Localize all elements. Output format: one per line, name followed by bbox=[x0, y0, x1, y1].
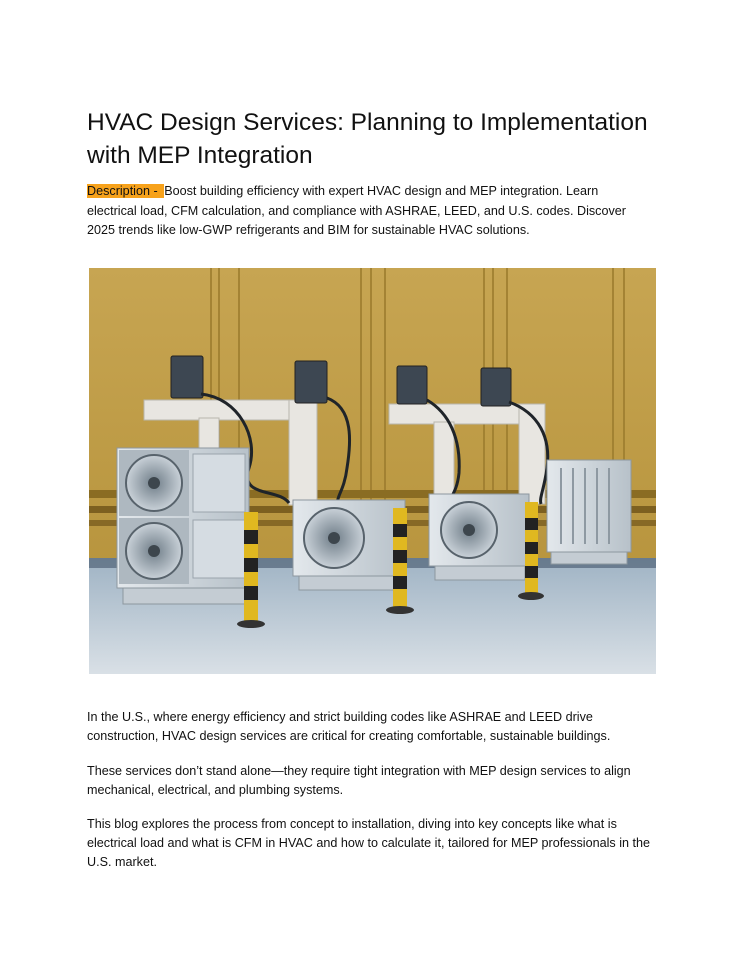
condenser-unit-2 bbox=[429, 494, 529, 580]
description bbox=[87, 182, 647, 241]
large-condenser-unit bbox=[117, 448, 249, 604]
paragraph-intro: In the U.S., where energy efficiency and strict building codes like ASHRAE and LEED drive construction, HVAC design services are critical for creating comfortable, sustainable buildings. bbox=[87, 710, 611, 743]
page-title: HVAC Design Services: Planning to Implementation with MEP Integration bbox=[87, 109, 648, 169]
hvac-units-photo bbox=[89, 268, 656, 674]
condenser-unit-3 bbox=[547, 460, 631, 564]
paragraph-overview: This blog explores the process from concept to installation, diving into key concepts like what is electrical load and what is CFM in HVAC and how to calculate it, tailored for MEP professionals in the U.S. market. bbox=[87, 817, 651, 869]
description-label: Description - bbox=[87, 184, 164, 198]
paragraph-integration: These services don’t stand alone—they require tight integration with MEP design services to align mechanical, electrical, and plumbing systems. bbox=[87, 764, 631, 797]
description-text: Boost building efficiency with expert HVAC design and MEP integration. Learn electrical load, CFM calculation, and compliance with ASHRAE, LEED, and U.S. codes. Discover 2025 trends like low-GWP refrigerants and BIM for sustainable HVAC solutions. bbox=[87, 184, 626, 237]
condenser-unit-1 bbox=[293, 500, 405, 590]
